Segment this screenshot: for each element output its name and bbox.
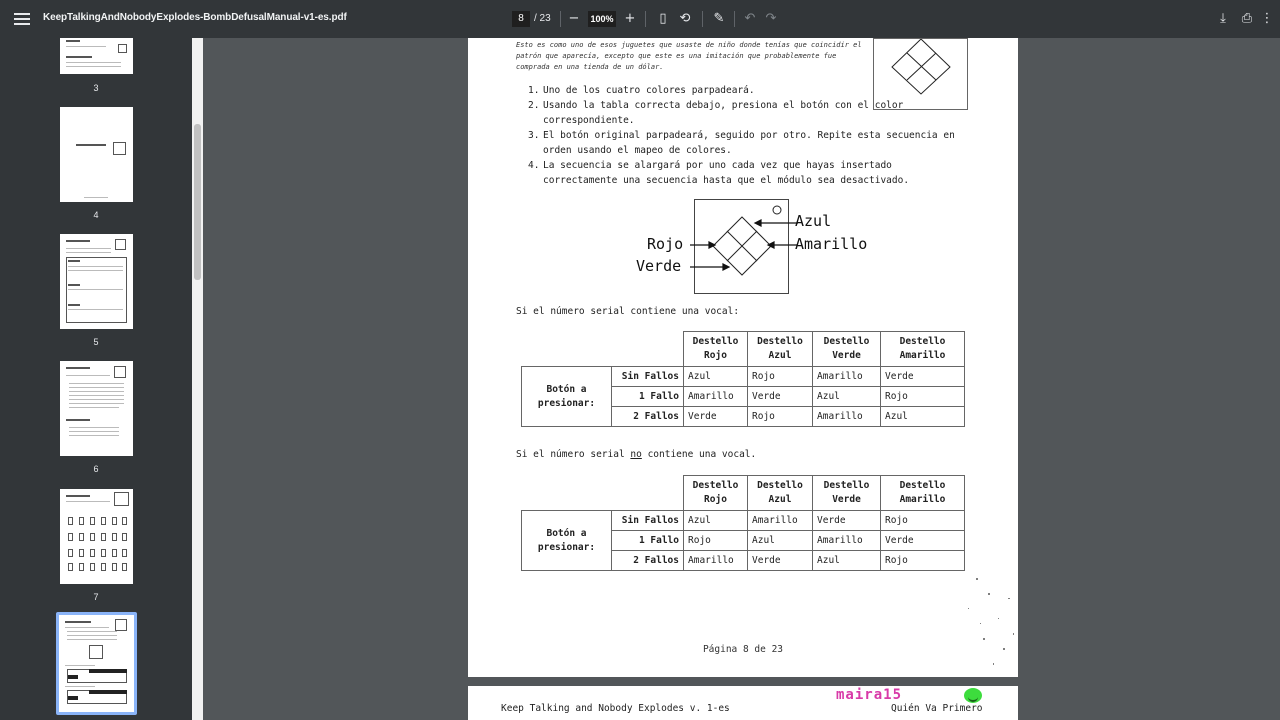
diagram-label-rojo: Rojo xyxy=(647,235,684,253)
row-label: 2 Fallos xyxy=(612,407,684,427)
instruction-item: 3. El botón original parpadeará, seguido por otro. Repite esta secuencia en orden usando el mapeo de colores. xyxy=(528,130,955,156)
document-viewer[interactable] xyxy=(203,38,1280,720)
annotate-icon[interactable]: ✎ xyxy=(713,11,725,26)
table-cell: Amarillo xyxy=(748,511,813,531)
pdf-page-next xyxy=(468,686,1018,720)
thumbnail-page[interactable] xyxy=(60,361,133,456)
table-cell: Azul xyxy=(684,511,748,531)
instruction-item: 2. Usando la tabla correcta debajo, presiona el botón con el color correspondiente. xyxy=(528,100,904,126)
thumbnail-label: 4 xyxy=(93,210,99,220)
toolbar-divider xyxy=(702,11,703,27)
table-cell: Rojo xyxy=(684,531,748,551)
col-header: Destello Rojo xyxy=(684,476,748,511)
page-header-left: Keep Talking and Nobody Explodes v. 1-es xyxy=(501,703,730,714)
col-header: Destello Amarillo xyxy=(881,476,965,511)
table-cell: Amarillo xyxy=(684,551,748,571)
table-cell: Amarillo xyxy=(813,531,881,551)
table-cell: Verde xyxy=(684,407,748,427)
zoom-out-icon[interactable]: − xyxy=(568,11,580,26)
col-header: Destello Amarillo xyxy=(881,332,965,367)
page-total: / 23 xyxy=(534,13,551,24)
sidebar-scrollbar[interactable] xyxy=(192,38,203,720)
table-cell: Azul xyxy=(813,551,881,571)
table-cell: Amarillo xyxy=(813,407,881,427)
thumbnail-label: 6 xyxy=(93,464,99,474)
row-label: 1 Fallo xyxy=(612,387,684,407)
row-label: Sin Fallos xyxy=(612,511,684,531)
document-title: KeepTalkingAndNobodyExplodes-BombDefusalManual-v1-es.pdf xyxy=(43,12,347,23)
table-cell: Amarillo xyxy=(684,387,748,407)
table-cell: Verde xyxy=(881,367,965,387)
no-vowel-table xyxy=(521,475,965,571)
thumbnail-page-current[interactable] xyxy=(59,615,134,712)
more-icon[interactable]: ⋮ xyxy=(1260,11,1274,26)
zoom-in-icon[interactable]: + xyxy=(624,11,636,26)
toolbar-divider xyxy=(645,11,646,27)
table-cell: Azul xyxy=(684,367,748,387)
streamer-watermark: maira15 xyxy=(836,687,903,703)
thumbnail-page[interactable] xyxy=(60,107,133,202)
thumbnail-label: 5 xyxy=(93,337,99,347)
col-header: Destello Rojo xyxy=(684,332,748,367)
thumbnail-page[interactable] xyxy=(60,234,133,329)
table-cell: Rojo xyxy=(881,387,965,407)
thumbnail-label: 3 xyxy=(93,83,99,93)
row-label: 1 Fallo xyxy=(612,531,684,551)
thumbnail-label: 7 xyxy=(93,592,99,602)
rotate-icon[interactable]: ⟲ xyxy=(679,11,691,26)
diagram-arrows xyxy=(468,38,1018,338)
table-cell: Rojo xyxy=(748,407,813,427)
thumbnail-page[interactable] xyxy=(60,38,133,74)
no-vowel-section-label: Si el número serial no contiene una vocal. xyxy=(516,449,757,460)
vowel-table xyxy=(521,331,965,427)
corner-label: Botón a presionar: xyxy=(522,511,612,571)
table-cell: Verde xyxy=(881,531,965,551)
table-cell: Rojo xyxy=(748,367,813,387)
smiley-icon xyxy=(964,688,982,703)
corner-label: Botón a presionar: xyxy=(522,367,612,427)
col-header: Destello Azul xyxy=(748,332,813,367)
instruction-item: 4. La secuencia se alargará por uno cada vez que hayas insertado correctamente una secuencia hasta que el módulo sea desactivado. xyxy=(528,160,910,186)
table-cell: Verde xyxy=(813,511,881,531)
row-label: Sin Fallos xyxy=(612,367,684,387)
redo-icon[interactable]: ↷ xyxy=(765,11,777,26)
table-cell: Rojo xyxy=(881,551,965,571)
table-cell: Azul xyxy=(748,531,813,551)
diagram-label-verde: Verde xyxy=(636,257,682,275)
fit-page-icon[interactable]: ▯ xyxy=(659,11,667,26)
table-cell: Verde xyxy=(748,551,813,571)
download-icon[interactable]: ⤓ xyxy=(1220,11,1226,26)
table-cell: Azul xyxy=(881,407,965,427)
table-cell: Rojo xyxy=(881,511,965,531)
toolbar-divider xyxy=(560,11,561,27)
print-icon[interactable]: ⎙ xyxy=(1241,11,1253,26)
table-cell: Azul xyxy=(813,387,881,407)
instruction-item: 1. Uno de los cuatro colores parpadeará. xyxy=(528,85,755,96)
table-cell: Amarillo xyxy=(813,367,881,387)
undo-icon[interactable]: ↶ xyxy=(744,11,756,26)
thumbnail-sidebar xyxy=(0,38,192,720)
intro-text: Esto es como uno de esos juguetes que usaste de niño donde tenías que coincidir el patrón que aparecía, excepto que este es una imitación que probablemente fue comprada en una tienda de un dólar. xyxy=(516,41,862,71)
sidebar-scrollbar-thumb[interactable] xyxy=(194,124,201,280)
row-label: 2 Fallos xyxy=(612,551,684,571)
zoom-input[interactable]: 100% xyxy=(588,11,616,27)
thumbnail-page[interactable] xyxy=(60,489,133,584)
pdf-page xyxy=(468,38,1018,677)
col-header: Destello Verde xyxy=(813,476,881,511)
page-number-input[interactable]: 8 xyxy=(512,11,530,27)
toolbar-divider xyxy=(734,11,735,27)
diagram-label-amarillo: Amarillo xyxy=(795,235,868,253)
col-header: Destello Azul xyxy=(748,476,813,511)
col-header: Destello Verde xyxy=(813,332,881,367)
page-footer: Página 8 de 23 xyxy=(702,644,784,655)
table-cell: Verde xyxy=(748,387,813,407)
page-header-right: Quién Va Primero xyxy=(891,703,983,714)
vowel-section-label: Si el número serial contiene una vocal: xyxy=(516,306,740,317)
diagram-label-azul: Azul xyxy=(795,212,832,230)
menu-icon[interactable] xyxy=(14,11,30,27)
pdf-toolbar xyxy=(0,0,1280,38)
